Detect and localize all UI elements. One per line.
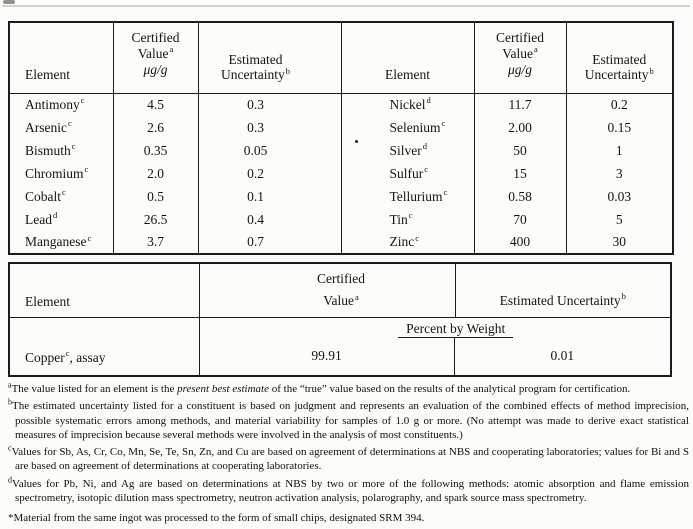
header-estimated-uncertainty: Estimated Uncertainty$^b$ (455, 263, 671, 317)
uncertainty-cell: 0.2 (198, 162, 341, 185)
value-cell: 70 (474, 208, 566, 231)
uncertainty-cell: 0.03 (607, 188, 632, 204)
copper-uncertainty-cell: 0.01 (454, 337, 671, 375)
uncertainty-cell: 0.7 (198, 231, 341, 254)
value-cell: 0.58 (474, 185, 566, 208)
scan-blob-artifact (3, 0, 15, 4)
value-cell: 15 (474, 162, 566, 185)
value-cell: 0.5 (113, 185, 198, 208)
footnote-d: $^d$Values for Pb, Ni, and Ag are based on determinations at NBS by two or more of the following methods: atomic absorption and flame emission spectrometry, isotopic dilution mass spectrometry, neutron activation analysis, polarography, and spark source mass spectrometry. (8, 475, 689, 505)
uncertainty-cell: 1 (615, 142, 623, 158)
copper-element-cell: Copper$^c$, assay (9, 317, 199, 376)
header-element-right: Element (341, 22, 474, 93)
table-row (9, 162, 673, 185)
element-cell: Tin$^c$ (341, 208, 474, 231)
value-cell: 2.6 (113, 116, 198, 139)
percent-by-weight-cell (199, 317, 671, 376)
element-cell: Antimony$^c$ (9, 93, 113, 116)
scan-streak-artifact (2, 5, 690, 7)
uncertainty-cell: 0.1 (198, 185, 341, 208)
footnote-marker: * (8, 512, 14, 525)
unit-label: μg/g (507, 62, 533, 77)
footnote-a: $^a$The value listed for an element is the present best estimate of the “true” value based on the results of the analytical program for certification. (8, 380, 631, 395)
footnote-marker: a (8, 380, 12, 390)
value-cell: 2.00 (474, 116, 566, 139)
value-cell: 11.7 (474, 93, 566, 116)
uncertainty-cell: 30 (612, 234, 626, 249)
footnote-c: $^c$Values for Sb, As, Cr, Co, Mn, Se, Te, Sn, Zn, and Cu are based on agreement of determinations at NBS and cooperating laboratories; values for Bi and S are based on agreement of determinations at cooperating laboratories. (8, 443, 689, 473)
value-cell: 0.35 (113, 139, 198, 162)
table-row (9, 116, 673, 139)
element-cell: Tellurium$^c$ (341, 185, 474, 208)
value-cell: 3.7 (113, 231, 198, 254)
element-cell: Sulfur$^c$ (341, 162, 474, 185)
element-cell: Cobalt$^c$ (9, 185, 113, 208)
uncertainty-cell: 0.05 (198, 139, 341, 162)
element-cell: Lead$^d$ (9, 208, 113, 231)
element-cell: Manganese$^c$ (9, 231, 113, 254)
table-row (9, 185, 673, 208)
value-cell: 26.5 (113, 208, 198, 231)
table-row (9, 93, 673, 116)
assay-header-row (9, 263, 671, 317)
uncertainty-cell: 0.2 (610, 96, 628, 112)
element-cell: Arsenic$^c$ (9, 116, 113, 139)
copper-value-cell: 99.91 (311, 347, 342, 363)
header-certified-value-right: Certified Value$^a$ μg/g (474, 22, 566, 93)
value-cell: 2.0 (113, 162, 198, 185)
header-uncertainty-left: Estimated Uncertainty$^b$ (198, 22, 341, 93)
element-cell: Nickel$^d$ (341, 93, 474, 116)
value-cell: 400 (474, 231, 566, 254)
value-cell: 50 (474, 139, 566, 162)
percent-by-weight-label: Percent by Weight (398, 321, 513, 338)
header-element: Element (9, 263, 199, 317)
copper-row (9, 317, 671, 376)
header-certified-value-left: Certified Value$^a$ μg/g (113, 22, 198, 93)
header-element-left: Element (9, 22, 113, 93)
footnote-asterisk: *Material from the same ingot was processed to the form of small chips, designated SRM 394. (8, 512, 425, 525)
uncertainty-cell: 0.3 (198, 93, 341, 116)
footnote-marker: b (8, 397, 12, 407)
footnote-marker: c (8, 443, 12, 453)
element-cell: Bismuth$^c$ (9, 139, 113, 162)
uncertainty-cell: 3 (615, 165, 623, 181)
element-cell: Silver$^d$ (341, 139, 474, 162)
footnotes (8, 382, 689, 529)
table-row (9, 139, 673, 162)
header-certified-value: Certified Value$^a$ (199, 263, 455, 317)
uncertainty-cell: 5 (615, 211, 623, 227)
footnote-marker: d (8, 475, 12, 485)
table-header-row (9, 22, 673, 93)
element-cell: Zinc$^c$ (341, 231, 474, 254)
header-uncertainty-right: Estimated Uncertainty$^b$ (566, 22, 673, 93)
table-row (9, 231, 673, 254)
unit-label: μg/g (143, 62, 168, 77)
uncertainty-cell: 0.3 (198, 116, 341, 139)
uncertainty-cell: 0.15 (607, 119, 632, 135)
value-cell: 4.5 (113, 93, 198, 116)
certified-values-table (8, 21, 674, 255)
table-row (9, 208, 673, 231)
copper-assay-table (8, 262, 672, 377)
uncertainty-cell: 0.4 (198, 208, 341, 231)
footnote-b: $^b$The estimated uncertainty listed for a constituent is based on judgment and represents an evaluation of the combined effects of method imprecision, possible systematic errors among methods, and material variability for samples of 1.0 g or more. (No attempt was made to derive exact statistical measures of imprecision because several methods were involved in the analysis of most constituents.) (8, 397, 689, 441)
element-cell: Selenium$^c$ (341, 116, 474, 139)
element-cell: Chromium$^c$ (9, 162, 113, 185)
